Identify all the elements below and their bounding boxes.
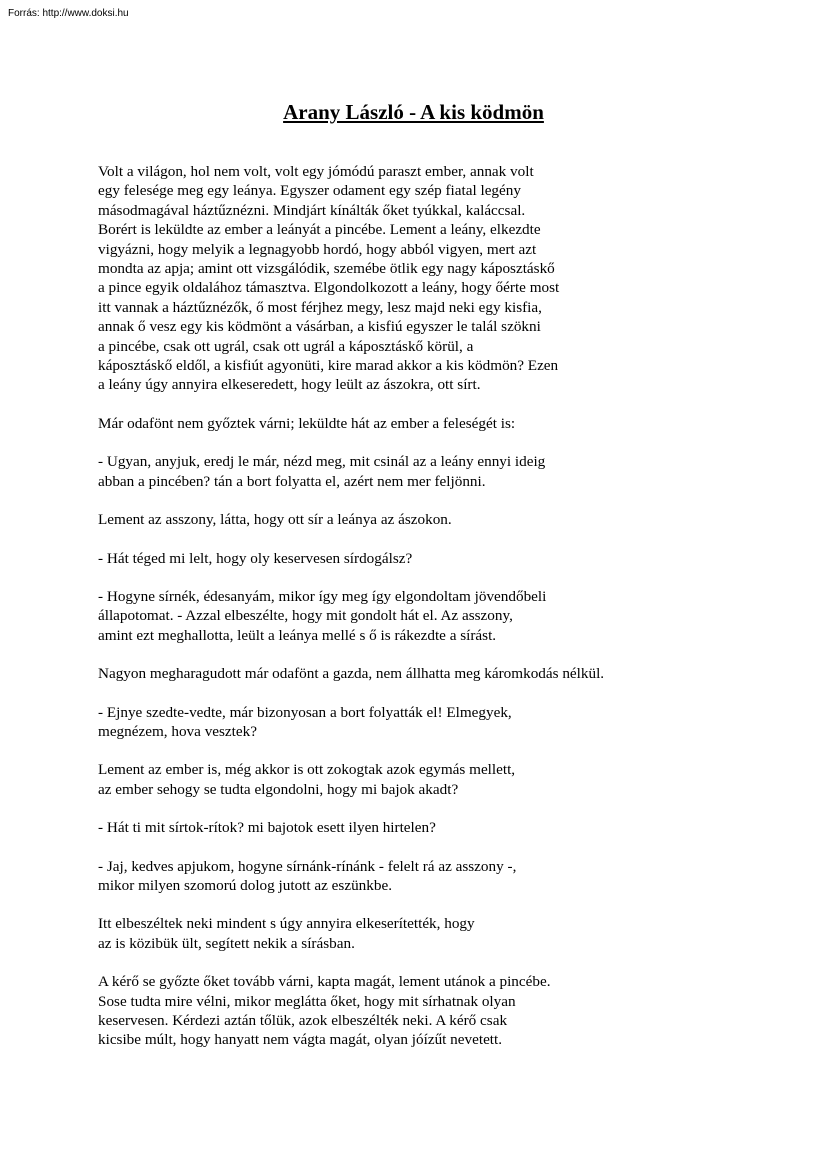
text-line: amint ezt meghallotta, leült a leánya mellé s ő is rákezdte a sírást. bbox=[98, 626, 497, 644]
text-line: mikor milyen szomorú dolog jutott az eszünkbe. bbox=[98, 876, 392, 894]
text-line: Lement az asszony, látta, hogy ott sír a leánya az ászokon. bbox=[98, 511, 452, 529]
text-line: annak ő vesz egy kis ködmönt a vásárban, a kisfiú egyszer le talál szökni bbox=[98, 318, 541, 336]
paragraph bbox=[98, 452, 718, 491]
text-line: - Hát téged mi lelt, hogy oly keservesen sírdogálsz? bbox=[98, 549, 413, 567]
text-line: kicsibe múlt, hogy hanyatt nem vágta magát, olyan jóízűt nevetett. bbox=[98, 1031, 503, 1049]
text-line: Nagyon megharagudott már odafönt a gazda, nem állhatta meg káromkodás nélkül. bbox=[98, 665, 605, 683]
text-line: Már odafönt nem győztek várni; leküldte hát az ember a feleségét is: bbox=[98, 414, 516, 432]
text-line: abban a pincében? tán a bort folyatta el, azért nem mer feljönni. bbox=[98, 472, 486, 490]
text-line: - Hogyne sírnék, édesanyám, mikor így meg így elgondoltam jövendőbeli bbox=[98, 587, 547, 605]
text-line: - Hát ti mit sírtok-rítok? mi bajotok esett ilyen hirtelen? bbox=[98, 819, 436, 837]
text-line: a pince egyik oldalához támasztva. Elgondolkozott a leány, hogy őérte most bbox=[98, 279, 560, 297]
text-line: vigyázni, hogy melyik a legnagyobb hordó, hogy abból vigyen, mert azt bbox=[98, 240, 537, 258]
paragraph bbox=[98, 510, 718, 529]
paragraph bbox=[98, 549, 718, 568]
text-line: káposztáskő eldől, a kisfiút agyonüti, kire marad akkor a kis ködmön? Ezen bbox=[98, 357, 559, 375]
text-line: itt vannak a háztűznézők, ő most férjhez megy, lesz majd neki egy kisfia, bbox=[98, 298, 542, 316]
paragraph bbox=[98, 760, 718, 799]
text-line: a pincébe, csak ott ugrál, csak ott ugrál a káposztáskő körül, a bbox=[98, 337, 474, 355]
text-line: egy felesége meg egy leánya. Egyszer odament egy szép fiatal legény bbox=[98, 182, 521, 200]
text-line: Itt elbeszéltek neki mindent s úgy annyira elkeserítették, hogy bbox=[98, 915, 475, 933]
paragraph bbox=[98, 972, 718, 1050]
paragraph bbox=[98, 857, 718, 896]
paragraph bbox=[98, 162, 718, 395]
source-note: Forrás: http://www.doksi.hu bbox=[8, 8, 129, 19]
text-line: megnézem, hova vesztek? bbox=[98, 722, 257, 740]
paragraph bbox=[98, 818, 718, 837]
paragraph bbox=[98, 664, 718, 683]
page-title: Arany László - A kis ködmön bbox=[283, 100, 544, 124]
text-line: Lement az ember is, még akkor is ott zokogtak azok egymás mellett, bbox=[98, 761, 516, 779]
text-line: a leány úgy annyira elkeseredett, hogy leült az ászokra, ott sírt. bbox=[98, 376, 481, 394]
paragraph bbox=[98, 587, 718, 645]
text-line: állapotomat. - Azzal elbeszélte, hogy mit gondolt hát el. Az asszony, bbox=[98, 607, 513, 625]
story-body bbox=[98, 162, 718, 1069]
text-line: Borért is leküldte az ember a leányát a pincébe. Lement a leány, elkezdte bbox=[98, 221, 541, 239]
text-line: A kérő se győzte őket tovább várni, kapta magát, lement utánok a pincébe. bbox=[98, 973, 551, 991]
text-line: - Jaj, kedves apjukom, hogyne sírnánk-rínánk - felelt rá az asszony -, bbox=[98, 857, 517, 875]
text-line: az is közibük ült, segített nekik a sírásban. bbox=[98, 934, 355, 952]
text-line: mondta az apja; amint ott vizsgálódik, szemébe ötlik egy nagy káposztáskő bbox=[98, 260, 555, 278]
paragraph bbox=[98, 414, 718, 433]
text-line: az ember sehogy se tudta elgondolni, hogy mi bajok akadt? bbox=[98, 780, 459, 798]
text-line: - Ejnye szedte-vedte, már bizonyosan a bort folyatták el! Elmegyek, bbox=[98, 703, 512, 721]
text-line: keservesen. Kérdezi aztán tőlük, azok elbeszélték neki. A kérő csak bbox=[98, 1012, 508, 1029]
text-line: másodmagával háztűznézni. Mindjárt kínálták őket tyúkkal, kaláccsal. bbox=[98, 201, 526, 219]
paragraph bbox=[98, 914, 718, 953]
text-line: Volt a világon, hol nem volt, volt egy jómódú paraszt ember, annak volt bbox=[98, 163, 534, 180]
text-line: - Ugyan, anyjuk, eredj le már, nézd meg, mit csinál az a leány ennyi ideig bbox=[98, 453, 546, 471]
text-line: Sose tudta mire vélni, mikor meglátta őket, hogy mit sírhatnak olyan bbox=[98, 992, 516, 1010]
paragraph bbox=[98, 703, 718, 742]
